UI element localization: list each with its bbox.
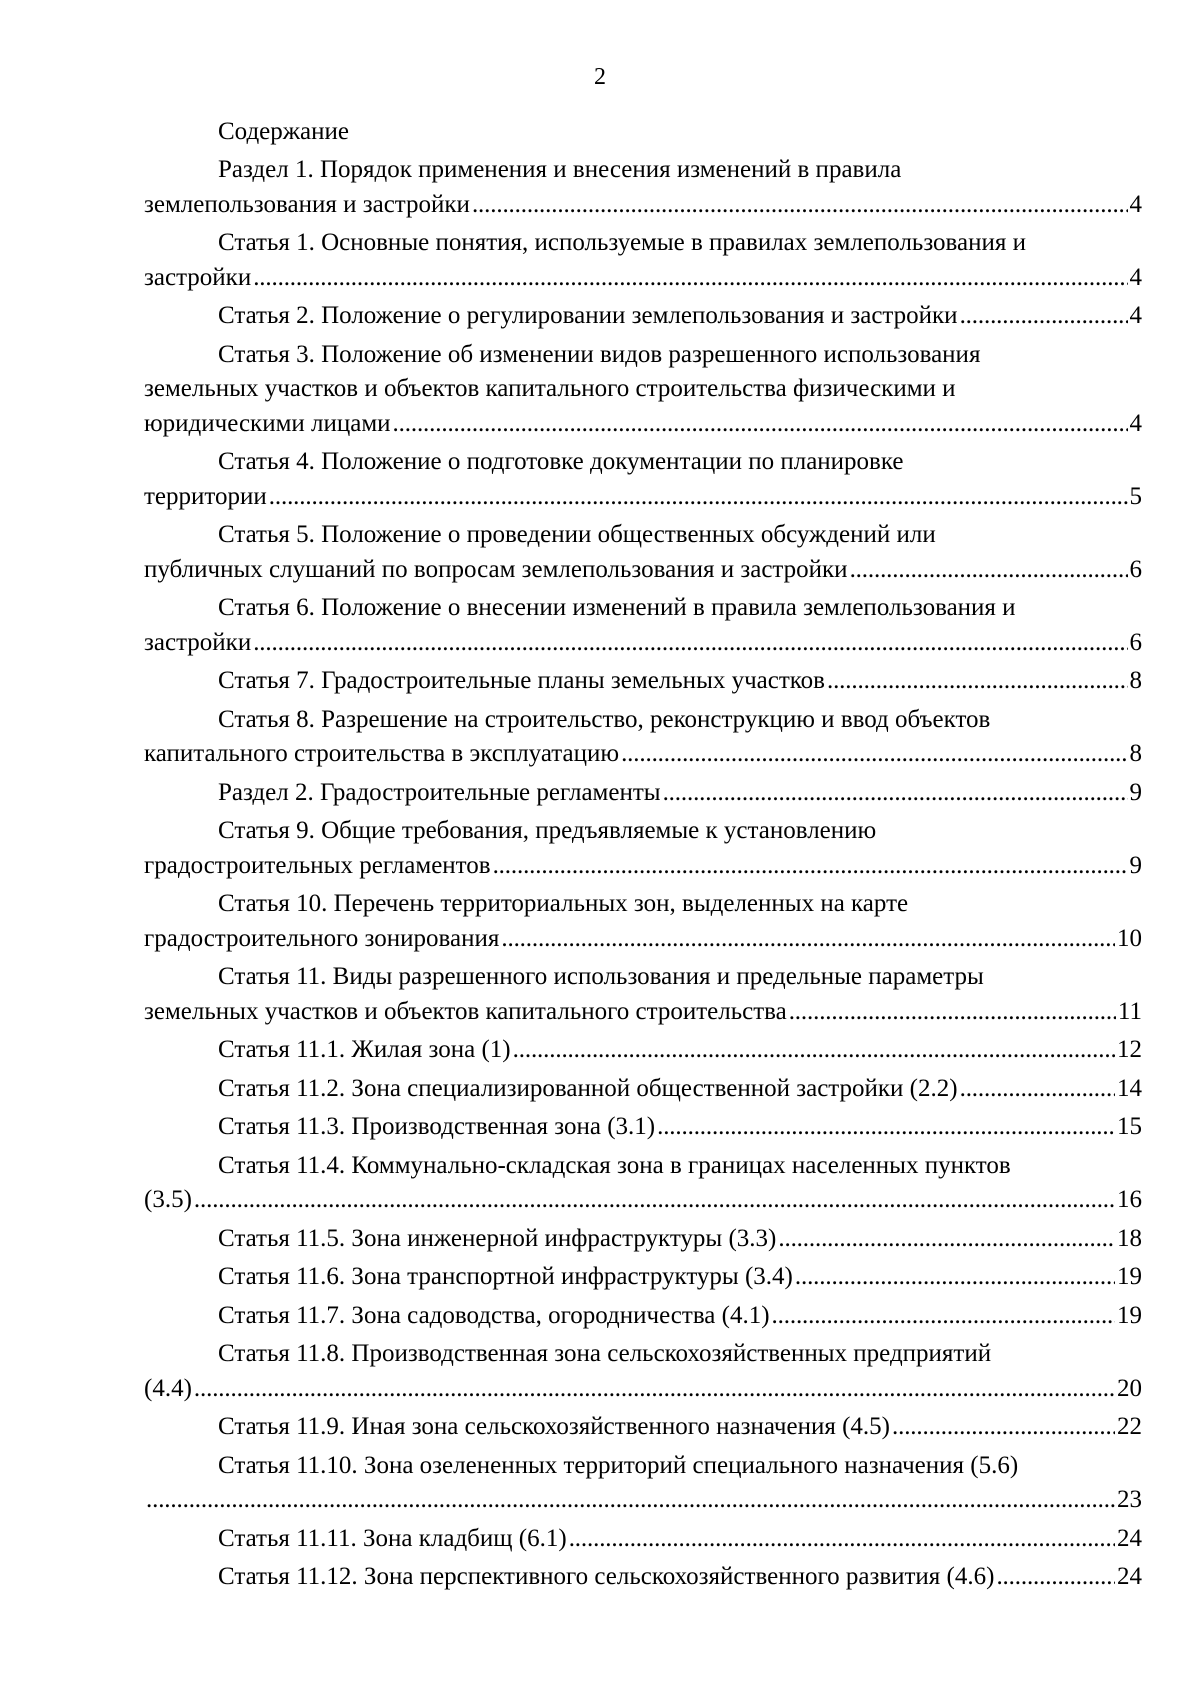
- dot-leader: [787, 995, 1116, 1030]
- toc-entry[interactable]: [144, 814, 1142, 883]
- toc-entry-page-number: 15: [1117, 1113, 1142, 1140]
- toc-entry-page-number: 9: [1129, 851, 1142, 879]
- toc-entry[interactable]: [144, 1110, 1142, 1145]
- toc-entry-line: Статья 11.6. Зона транспортной инфраструктуры (3.4): [218, 1263, 793, 1290]
- toc-entry-line: Статья 10. Перечень территориальных зон, выделенных на карте: [218, 890, 909, 917]
- toc-entry-line: застройки: [144, 628, 252, 656]
- toc-entry-page-number: 11: [1117, 997, 1142, 1025]
- dot-leader: [144, 1483, 1115, 1518]
- toc-entry-line: Статья 11.2. Зона специализированной общественной застройки (2.2): [218, 1074, 958, 1102]
- dot-leader: [793, 1260, 1115, 1295]
- dot-leader: [848, 553, 1128, 588]
- toc-entry-line: Статья 3. Положение об изменении видов разрешенного использования: [218, 340, 981, 368]
- toc-entry-page-number: 4: [1129, 190, 1142, 218]
- toc-entry-line: градостроительных регламентов: [144, 851, 491, 879]
- toc-entry-page-number: 16: [1117, 1186, 1142, 1213]
- dot-leader: [958, 299, 1128, 334]
- toc-entry-line: Статья 8. Разрешение на строительство, реконструкцию и ввод объектов: [218, 705, 991, 733]
- dot-leader: [499, 922, 1115, 957]
- dot-leader: [251, 626, 1127, 661]
- toc-entry[interactable]: [144, 1337, 1142, 1406]
- toc-entry[interactable]: [144, 703, 1142, 772]
- dot-leader: [511, 1033, 1115, 1068]
- toc-entry-page-number: 22: [1117, 1413, 1142, 1440]
- toc-entry-line: Статья 11.3. Производственная зона (3.1): [218, 1113, 656, 1140]
- toc-entry-page-number: 8: [1129, 667, 1142, 694]
- toc-entry-line: Статья 11. Виды разрешенного использования и предельные параметры: [218, 963, 984, 990]
- toc-entry-line: градостроительного зонирования: [144, 924, 500, 952]
- toc-entry[interactable]: [144, 1033, 1142, 1068]
- toc-entry-line: публичных слушаний по вопросам землепользования и застройки: [144, 555, 848, 583]
- toc-entry-line: Статья 11.1. Жилая зона (1): [218, 1036, 511, 1063]
- toc-entry-line: земельных участков и объектов капитального строительства: [144, 997, 787, 1025]
- toc-entry-page-number: 4: [1129, 302, 1142, 329]
- toc-entry-line: Статья 11.4. Коммунально-складская зона в границах населенных пунктов: [218, 1151, 1011, 1179]
- toc-entry[interactable]: [144, 1410, 1142, 1445]
- toc-entry-line: землепользования и застройки: [144, 190, 470, 218]
- toc-entry[interactable]: [144, 591, 1142, 660]
- toc-entry[interactable]: [144, 887, 1142, 956]
- toc-entry-page-number: 23: [1117, 1486, 1142, 1513]
- dot-leader: [267, 480, 1128, 515]
- toc-entry-line: Статья 4. Положение о подготовке документации по планировке: [218, 448, 904, 475]
- toc-entry-page-number: 10: [1117, 924, 1142, 952]
- toc-entry-line: территории: [144, 482, 267, 510]
- toc-entry-page-number: 18: [1117, 1224, 1142, 1252]
- toc-entry[interactable]: [144, 1560, 1142, 1595]
- dot-leader: [890, 1410, 1115, 1445]
- toc-entry-line: Статья 2. Положение о регулировании землепользования и застройки: [218, 302, 958, 329]
- toc-entry[interactable]: [144, 664, 1142, 699]
- toc-entry-page-number: 19: [1117, 1301, 1142, 1329]
- toc-entry-page-number: 20: [1117, 1374, 1142, 1402]
- toc-entry[interactable]: [144, 1522, 1142, 1557]
- dot-leader: [776, 1222, 1115, 1257]
- toc-entry-page-number: 6: [1129, 555, 1142, 583]
- toc-entry-page-number: 19: [1117, 1263, 1142, 1290]
- toc-entry-line: Статья 5. Положение о проведении общественных обсуждений или: [218, 521, 936, 548]
- toc-entry-line: Статья 7. Градостроительные планы земельных участков: [218, 667, 825, 694]
- toc-entry-page-number: 8: [1129, 740, 1142, 767]
- toc-entry[interactable]: [144, 1299, 1142, 1334]
- toc-entry[interactable]: [144, 1149, 1142, 1218]
- toc-entry-page-number: 4: [1129, 263, 1142, 291]
- dot-leader: [825, 664, 1128, 699]
- toc-entry-line: Статья 11.9. Иная зона сельскохозяйственного назначения (4.5): [218, 1413, 890, 1440]
- toc-entry-line: Статья 11.5. Зона инженерной инфраструктуры (3.3): [218, 1224, 777, 1252]
- toc-entry-page-number: 5: [1129, 482, 1142, 510]
- toc-entry-line: Статья 11.8. Производственная зона сельскохозяйственных предприятий: [218, 1340, 992, 1367]
- toc-entry-line: Раздел 2. Градостроительные регламенты: [218, 778, 661, 806]
- dot-leader: [661, 776, 1128, 811]
- toc-entry[interactable]: [144, 1222, 1142, 1257]
- toc-entry-line: Раздел 1. Порядок применения и внесения изменений в правила: [218, 156, 902, 183]
- toc-entry-page-number: 14: [1117, 1074, 1142, 1102]
- table-of-contents: [144, 153, 1142, 1599]
- toc-entry-page-number: 4: [1129, 409, 1142, 437]
- toc-entry[interactable]: [144, 153, 1142, 222]
- dot-leader: [391, 407, 1128, 442]
- dot-leader: [192, 1183, 1115, 1218]
- dot-leader: [491, 849, 1128, 884]
- toc-entry-line: застройки: [144, 263, 252, 291]
- toc-entry[interactable]: [144, 1449, 1142, 1518]
- toc-entry-line: юридическими лицами: [144, 409, 391, 437]
- toc-entry-line: Статья 6. Положение о внесении изменений в правила землепользования и: [218, 594, 1016, 621]
- toc-heading: Содержание: [218, 118, 349, 145]
- toc-entry-line: (3.5): [144, 1186, 192, 1213]
- dot-leader: [770, 1299, 1115, 1334]
- toc-entry-page-number: 24: [1117, 1563, 1142, 1590]
- toc-entry-page-number: 12: [1117, 1036, 1142, 1063]
- page-number: 2: [594, 64, 606, 90]
- toc-entry-line: Статья 9. Общие требования, предъявляемые к установлению: [218, 817, 877, 844]
- toc-entry-line: Статья 11.12. Зона перспективного сельскохозяйственного развития (4.6): [218, 1563, 995, 1590]
- dot-leader: [192, 1372, 1115, 1407]
- dot-leader: [470, 188, 1128, 223]
- dot-leader: [994, 1560, 1115, 1595]
- toc-entry-line: Статья 11.7. Зона садоводства, огородничества (4.1): [218, 1301, 770, 1329]
- dot-leader: [567, 1522, 1115, 1557]
- dot-leader: [251, 261, 1127, 296]
- toc-entry[interactable]: [144, 299, 1142, 334]
- toc-entry[interactable]: [144, 445, 1142, 514]
- toc-entry-page-number: 6: [1129, 628, 1142, 656]
- toc-entry-line: капитального строительства в эксплуатацию: [144, 740, 620, 767]
- toc-entry-line: Статья 11.10. Зона озелененных территорий специального назначения (5.6): [218, 1451, 1019, 1479]
- dot-leader: [958, 1072, 1115, 1107]
- toc-entry[interactable]: [144, 960, 1142, 1029]
- toc-entry[interactable]: [144, 1260, 1142, 1295]
- toc-entry[interactable]: [144, 1072, 1142, 1107]
- dot-leader: [619, 737, 1127, 772]
- toc-entry[interactable]: [144, 776, 1142, 811]
- toc-entry-page-number: 24: [1117, 1524, 1142, 1552]
- toc-entry-line: Статья 1. Основные понятия, используемые в правилах землепользования и: [218, 229, 1027, 256]
- toc-entry[interactable]: [144, 338, 1142, 442]
- toc-entry-page-number: 9: [1129, 778, 1142, 806]
- toc-entry-line: земельных участков и объектов капитального строительства физическими и: [144, 375, 956, 402]
- dot-leader: [655, 1110, 1115, 1145]
- toc-entry-line: (4.4): [144, 1374, 192, 1402]
- toc-entry-line: Статья 11.11. Зона кладбищ (6.1): [218, 1524, 567, 1552]
- toc-entry[interactable]: [144, 226, 1142, 295]
- toc-entry[interactable]: [144, 518, 1142, 587]
